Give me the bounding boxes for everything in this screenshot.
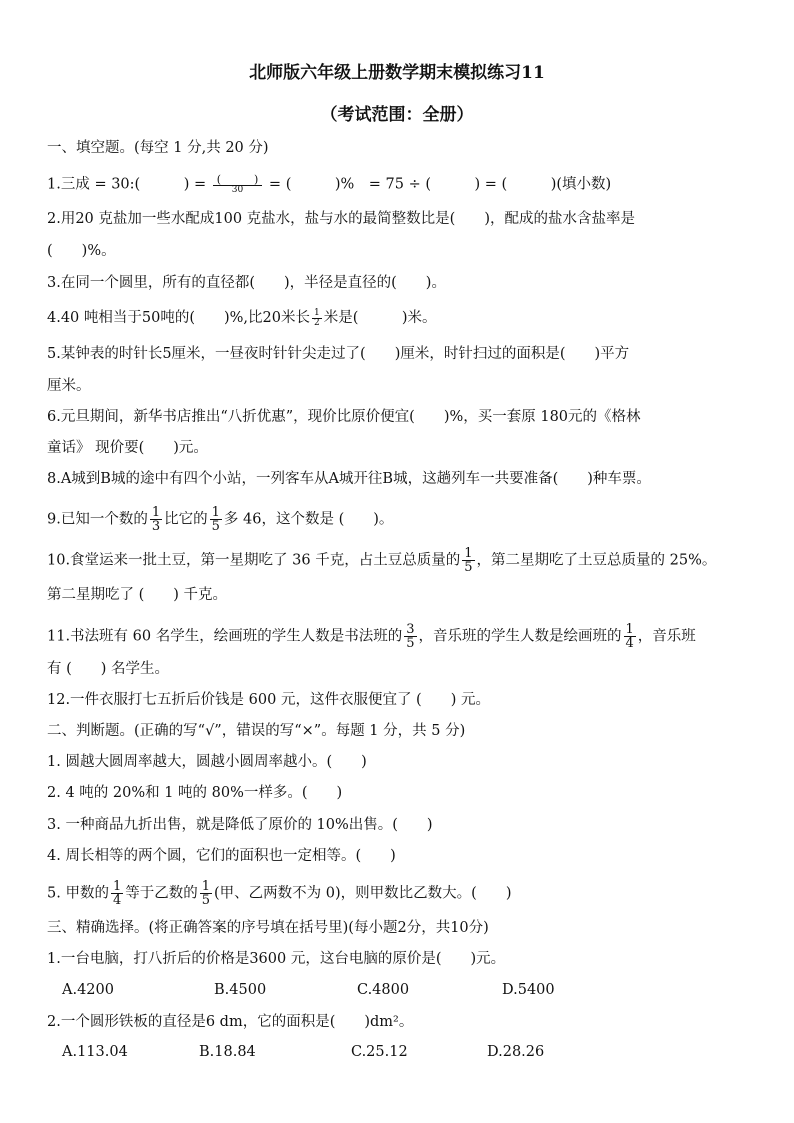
fraction-numerator: 1	[112, 879, 122, 894]
fraction-numerator: 3	[406, 622, 415, 637]
question-1-3: 3.在同一个圆里，所有的直径都( )，半径是直径的( )。	[47, 275, 446, 291]
question-3-1-options	[62, 982, 555, 998]
q-text: ，第二星期吃了土豆总质量的 25%。	[476, 552, 717, 569]
q-text: 比它的	[164, 511, 208, 528]
question-1-2-line1: 2.用20 克盐加一些水配成100 克盐水，盐与水的最简整数比是( )，配成的盐水含盐率是	[47, 211, 635, 227]
question-1-6-line1: 6.元旦期间，新华书店推出“八折优惠”，现价比原价便宜( )%，买一套原 180元的《格林	[47, 409, 641, 425]
fraction-denominator: 3	[151, 519, 161, 534]
q-text: 10.食堂运来一批土豆，第一星期吃了 36 千克，占土豆总质量的	[47, 552, 461, 569]
question-1-11-line2: 有 ( ) 名学生。	[47, 661, 170, 677]
option-a: A.113.04	[62, 1044, 128, 1060]
section3-heading: 三、精确选择。(将正确答案的序号填在括号里)(每小题2分，共10分)	[47, 920, 489, 936]
question-1-11-line1	[47, 623, 696, 650]
q-text: 1.三成 = 30:( ) =	[47, 176, 211, 193]
fraction	[312, 309, 322, 328]
question-1-1	[47, 174, 611, 195]
question-2-2: 2. 4 吨的 20%和 1 吨的 80%一样多。( )	[47, 785, 343, 801]
fraction	[200, 880, 212, 907]
question-1-10-line2: 第二星期吃了 ( ) 千克。	[47, 587, 228, 603]
option-c: C.4800	[357, 982, 410, 998]
page-title: 北师版六年级上册数学期末模拟练习11	[249, 63, 545, 83]
fraction-numerator: 1	[625, 622, 634, 637]
question-1-12: 12.一件衣服打七五折后价钱是 600 元，这件衣服便宜了 ( ) 元。	[47, 692, 490, 708]
fraction-denominator: 5	[406, 636, 415, 651]
section2-heading: 二、判断题。(正确的写“√”，错误的写“×”。每题 1 分，共 5 分)	[47, 723, 466, 739]
question-1-5-line2: 厘米。	[47, 378, 91, 394]
option-b: B.4500	[214, 982, 267, 998]
fraction-denominator: 30	[231, 185, 244, 195]
q-text: 米是( )米。	[323, 310, 437, 326]
question-1-4	[47, 308, 437, 328]
q-text: (甲、乙两数不为 0)，则甲数比乙数大。( )	[214, 885, 512, 902]
question-1-2-line2: ( )%。	[47, 243, 116, 259]
fraction-numerator: 1	[314, 307, 320, 318]
question-1-8: 8.A城到B城的途中有四个小站，一列客车从A城开往B城，这趟列车一共要准备( )种车票。	[47, 471, 651, 487]
option-a: A.4200	[62, 982, 114, 998]
q-text: 11.书法班有 60 名学生，绘画班的学生人数是书法班的	[47, 628, 403, 645]
fraction-numerator: 1	[201, 879, 211, 894]
fraction	[404, 623, 416, 650]
question-3-1: 1.一台电脑，打八折后的价格是3600 元，这台电脑的原价是( )元。	[47, 951, 506, 967]
fraction	[624, 623, 636, 650]
question-3-2-options	[62, 1044, 544, 1060]
question-1-5-line1: 5.某钟表的时针长5厘米，一昼夜时针针尖走过了( )厘米，时针扫过的面积是( )平方	[47, 346, 630, 362]
q-text: 多 46，这个数是 ( )。	[223, 511, 394, 528]
question-2-1: 1. 圆越大圆周率越大，圆越小圆周率越小。( )	[47, 754, 367, 770]
fraction-denominator: 5	[201, 893, 211, 908]
fraction	[111, 880, 123, 907]
q-text: 4.40 吨相当于50吨的( )%,比20米长	[47, 310, 310, 326]
question-1-9	[47, 506, 393, 533]
fraction	[210, 506, 222, 533]
page-subtitle: （考试范围：全册）	[320, 105, 474, 125]
fraction-numerator: ( )	[213, 174, 263, 186]
option-d: D.28.26	[487, 1044, 545, 1060]
q-text: 等于乙数的	[125, 885, 198, 902]
fraction	[150, 506, 162, 533]
fraction-denominator: 5	[464, 560, 473, 575]
option-c: C.25.12	[351, 1044, 408, 1060]
fraction	[462, 547, 474, 574]
section1-heading: 一、填空题。(每空 1 分,共 20 分)	[47, 140, 269, 156]
q-text: = ( )% = 75 ÷ ( ) = ( )(填小数)	[264, 176, 612, 193]
question-2-3: 3. 一种商品九折出售，就是降低了原价的 10%出售。( )	[47, 817, 433, 833]
option-b: B.18.84	[199, 1044, 256, 1060]
option-d: D.5400	[502, 982, 555, 998]
q-text: 5. 甲数的	[47, 885, 109, 902]
fraction-denominator: 5	[211, 519, 220, 534]
fraction-denominator: 4	[112, 893, 122, 908]
fraction-numerator: 1	[151, 505, 161, 520]
q-text: 9.已知一个数的	[47, 511, 148, 528]
fraction-denominator: 4	[625, 636, 634, 651]
blank-fraction	[213, 174, 263, 195]
fraction-denominator: 2	[314, 317, 320, 328]
question-2-5	[47, 880, 511, 907]
q-text: ，音乐班的学生人数是绘画班的	[418, 628, 622, 645]
question-1-6-line2: 童话》 现价要( )元。	[47, 440, 208, 456]
fraction-numerator: 1	[464, 546, 473, 561]
question-2-4: 4. 周长相等的两个圆，它们的面积也一定相等。( )	[47, 848, 396, 864]
question-1-10-line1	[47, 547, 716, 574]
fraction-numerator: 1	[211, 505, 220, 520]
question-3-2: 2.一个圆形铁板的直径是6 dm，它的面积是( )dm²。	[47, 1014, 414, 1030]
q-text: ，音乐班	[637, 628, 696, 645]
